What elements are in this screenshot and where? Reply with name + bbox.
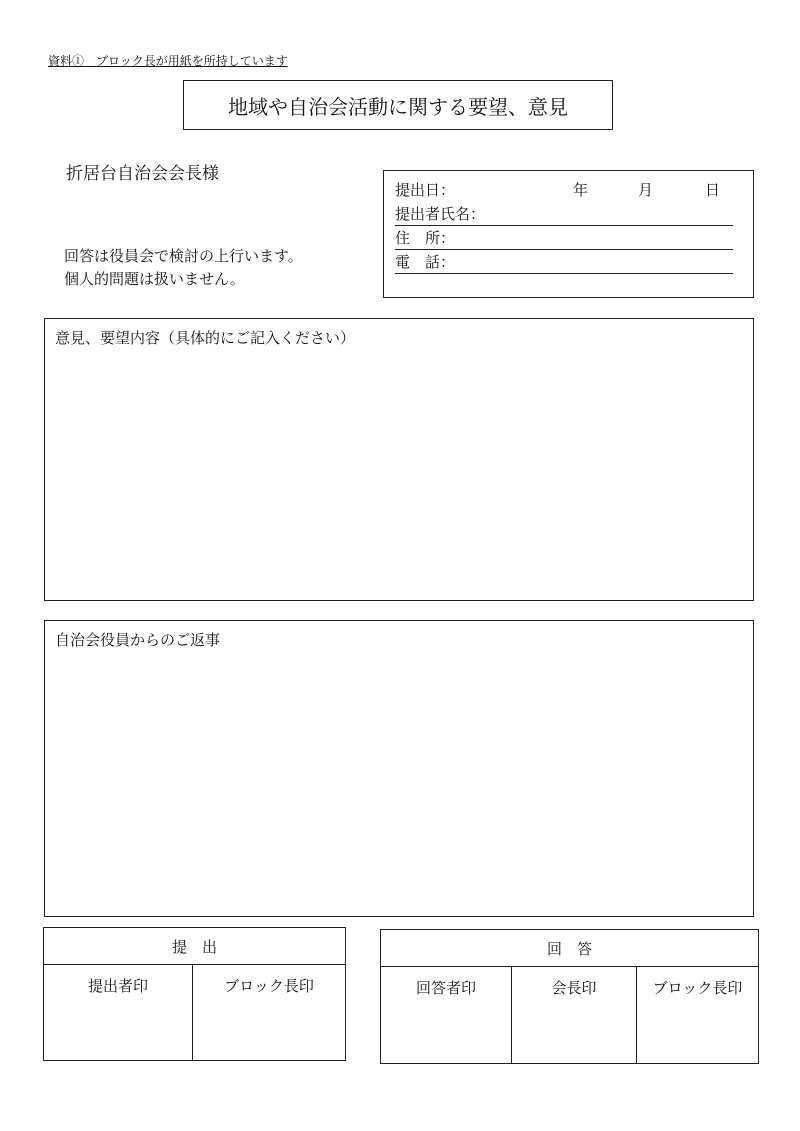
submit-table-header: 提 出	[44, 928, 346, 965]
info-line: 回答は役員会で検討の上行います。	[64, 247, 303, 265]
reply-box[interactable]	[44, 620, 754, 917]
year-label: 年	[573, 181, 589, 199]
form-title-text: 地域や自治会活動に関する要望、意見	[228, 94, 568, 119]
block-leader-stamp-cell[interactable]: ブロック長印	[193, 965, 346, 1061]
addressee: 折居台自治会会長様	[66, 164, 219, 184]
form-title	[183, 80, 613, 130]
block-leader-stamp-cell[interactable]: ブロック長印	[637, 967, 759, 1064]
submission-date-label: 提出日：	[395, 181, 456, 199]
opinion-input-box[interactable]	[44, 318, 754, 601]
submission-info-box	[383, 170, 754, 298]
month-label: 月	[638, 181, 654, 199]
phone-field[interactable]	[395, 251, 733, 274]
responder-stamp-cell[interactable]: 回答者印	[381, 967, 512, 1064]
info-line: 個人的問題は扱いません。	[64, 270, 245, 288]
submitter-name-field[interactable]	[395, 203, 733, 226]
submission-date-row[interactable]	[395, 179, 733, 201]
reply-label: 自治会役員からのご返事	[55, 631, 221, 649]
answer-stamp-table	[380, 929, 759, 1064]
submitter-name-label: 提出者氏名：	[395, 205, 486, 223]
submit-stamp-table	[43, 927, 346, 1061]
address-label: 住 所：	[395, 229, 456, 247]
address-field[interactable]	[395, 227, 733, 250]
info-notes	[64, 245, 303, 291]
answer-table-header: 回 答	[381, 930, 759, 967]
submitter-stamp-cell[interactable]: 提出者印	[44, 965, 193, 1061]
opinion-label: 意見、要望内容（具体的にご記入ください）	[55, 329, 356, 347]
header-note: 資料① ブロック長が用紙を所持しています	[48, 54, 288, 68]
chairman-stamp-cell[interactable]: 会長印	[512, 967, 637, 1064]
phone-label: 電 話：	[395, 253, 456, 271]
day-label: 日	[705, 181, 721, 199]
